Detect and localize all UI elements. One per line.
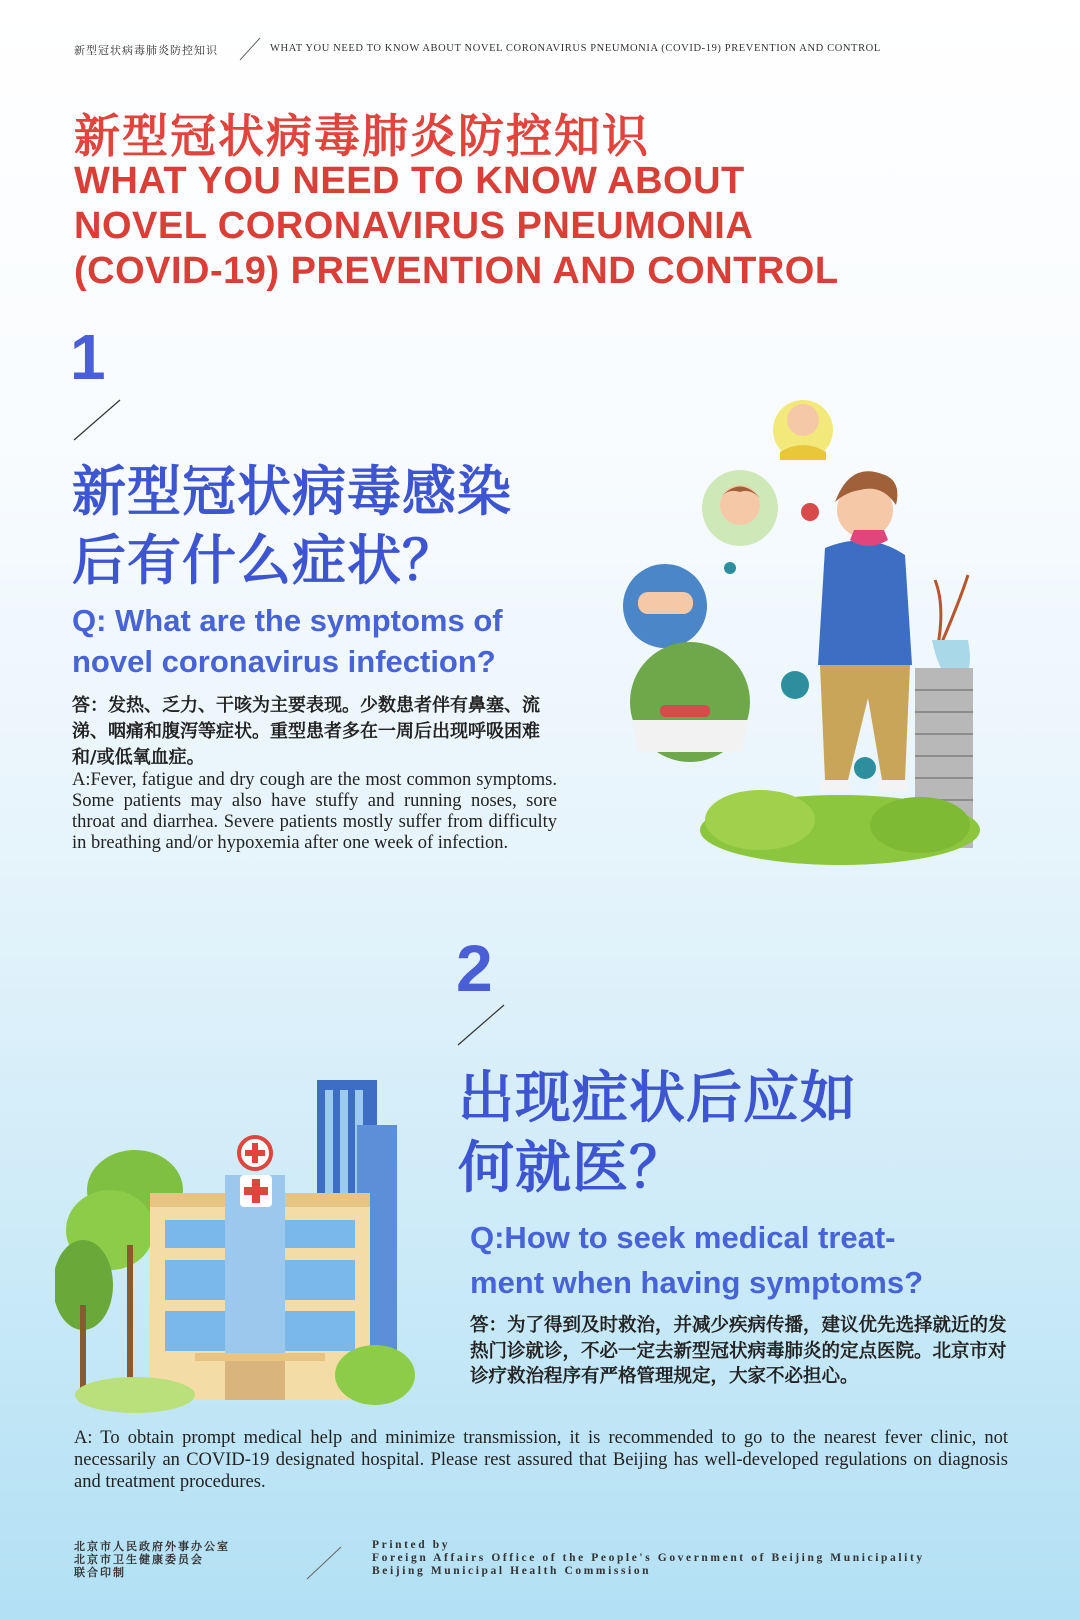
section2-question-cn-line2: 何就医？ [458, 1136, 686, 1201]
section1-number: 1 [70, 321, 106, 393]
section2-answer-cn: 答：为了得到及时救治，并减少疾病传播，建议优先选择就近的发热门诊就诊，不必一定去新型冠状病毒肺炎的定点医院。北京市对诊疗救治程序有严格管理规定，大家不必担心。 [470, 1315, 1007, 1387]
footer-cn-line2: 北京市卫生健康委员会 [74, 1553, 204, 1566]
footer-en-line3: Beijing Municipal Health Commission [372, 1565, 652, 1577]
footer-en-line2: Foreign Affairs Office of the People's Government of Beijing Municipality [372, 1552, 925, 1564]
sick-person-illustration [620, 380, 1020, 880]
footer-en-line1: Printed by [372, 1539, 451, 1551]
section1-question-cn-line2: 后有什么症状？ [72, 529, 457, 592]
page-title-en-line2: NOVEL CORONAVIRUS PNEUMONIA [74, 205, 754, 247]
header-divider [238, 36, 262, 62]
header-cn: 新型冠状病毒肺炎防控知识 [74, 44, 218, 57]
page-title-en-line1: WHAT YOU NEED TO KNOW ABOUT [74, 160, 745, 202]
section2-slash [456, 1003, 508, 1047]
section2-number: 2 [456, 931, 493, 1005]
footer-cn-line1: 北京市人民政府外事办公室 [74, 1540, 230, 1553]
section1-answer-en: A:Fever, fatigue and dry cough are the most common symptoms. Some patients may also have stuffy and running noses, sore throat and diarrhea. Severe patients mostly suffer from difficulty in breathing and/or hypoxemia after one week of infection. [72, 770, 557, 853]
section1-question-cn-line1: 新型冠状病毒感染 [72, 460, 512, 523]
section2-question-en-line1: Q:How to seek medical treat- [470, 1220, 896, 1255]
page-title-en-line3: (COVID-19) PREVENTION AND CONTROL [74, 250, 839, 292]
section2-question-cn-line1: 出现症状后应如 [458, 1066, 857, 1131]
section1-question-en-line2: novel coronavirus infection? [72, 644, 496, 679]
hospital-illustration [55, 1075, 415, 1415]
footer-divider [305, 1545, 345, 1581]
section1-answer-cn: 答：发热、乏力、干咳为主要表现。少数患者伴有鼻塞、流涕、咽痛和腹泻等症状。重型患者多在一周后出现呼吸困难和/或低氧血症。 [72, 695, 540, 768]
section2-answer-en: A: To obtain prompt medical help and minimize transmission, it is recommended to go to the nearest fever clinic, not necessarily an COVID-19 designated hospital. Please rest assured that Beijing has well-developed regulations on diagnosis and treatment procedures. [74, 1428, 1008, 1492]
section1-question-en-line1: Q: What are the symptoms of [72, 603, 503, 638]
page-title-cn: 新型冠状病毒肺炎防控知识 [74, 109, 650, 163]
header-en: WHAT YOU NEED TO KNOW ABOUT NOVEL CORONAVIRUS PNEUMONIA (COVID-19) PREVENTION AND CONTROL [270, 43, 881, 54]
section1-slash [72, 398, 124, 442]
footer-cn-line3: 联合印制 [74, 1566, 126, 1579]
section2-question-en-line2: ment when having symptoms? [470, 1265, 924, 1300]
